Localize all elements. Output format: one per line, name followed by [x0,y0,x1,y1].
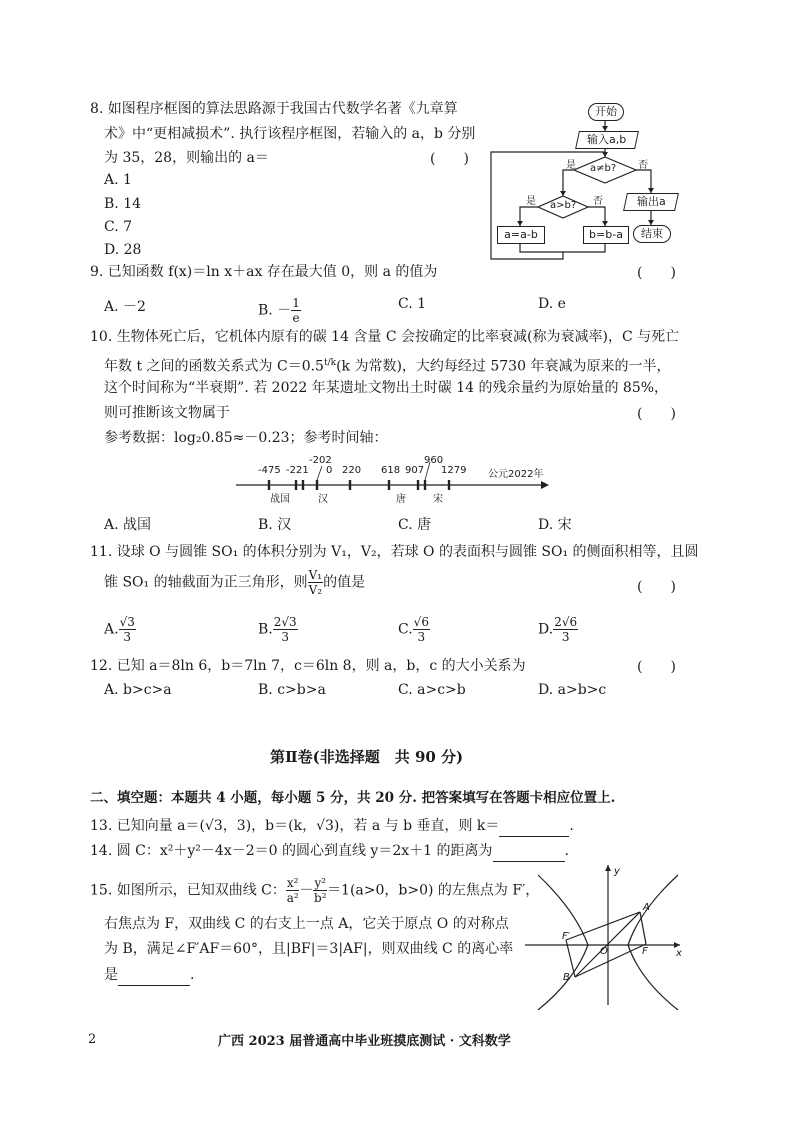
q9-option-b-fraction [291,296,301,325]
q12-option-a: A. b>c>a [104,682,172,698]
q10-line1: 10. 生物体死亡后，它机体内原有的碳 14 含量 C 会按确定的比率衰减(称为衰减率)，C 与死亡 [90,329,680,345]
q12-option-b: B. c>b>a [258,682,326,698]
q13-text: 13. 已知向量 a＝(√3，3)，b＝(k，√3)，若 a 与 b 垂直，则 k＝ [90,818,500,834]
flowchart-lines [0,0,794,300]
q15-line3: 为 B，满足∠F′AF＝60°，且|BF|＝3|AF|，则双曲线 C 的离心率 [104,941,514,957]
footer-title: 广西 2023 届普通高中毕业班摸底测试 · 文科数学 [218,1034,511,1049]
q15-end: . [190,967,195,983]
q9-option-a: A. －2 [104,299,146,315]
q15-line2: 右焦点为 F，双曲线 C 的右支上一点 A，它关于原点 O 的对称点 [104,916,509,932]
q15-line1-a: 15. 如图所示，已知双曲线 C： [90,882,286,899]
q11-option-c-fraction [413,615,430,644]
flowchart-no-2: 否 [593,196,603,207]
q12-stem: 12. 已知 a＝8ln 6，b＝7ln 7，c＝6ln 8，则 a，b，c 的大小关系为 [90,658,526,674]
q10-option-c: C. 唐 [398,517,432,533]
q11-line1: 11. 设球 O 与圆锥 SO₁ 的体积分别为 V₁，V₂，若球 O 的表面积与圆锥 SO₁ 的侧面积相等，且圆 [90,544,699,560]
q8-option-a: A. 1 [104,172,132,188]
flowchart-yes-2: 是 [526,196,536,207]
q11-option-d-prefix: D. [538,621,554,638]
flowchart-assign-a: a=a-b [497,226,545,244]
q14-end: . [564,843,569,859]
q15-line1 [90,876,539,905]
q9-option-d: D. e [538,296,566,312]
q10-line2-formula: 年数 t 之间的函数关系式为 C＝0.5 [104,358,324,375]
q10-answer-paren: ( ) [637,406,676,422]
q15-figure-point-b: B [563,972,570,983]
q10-line2-exponent: t/k [323,358,337,368]
q9-answer-paren: ( ) [637,265,676,281]
q11-option-c-num: √6 [413,615,429,629]
q15-line4 [104,965,194,986]
timeline-dynasty-han: 汉 [318,494,328,505]
flowchart-no-1: 否 [638,160,648,171]
q14-answer-blank[interactable] [493,841,565,862]
q10-reference: 参考数据：log₂0.85≈－0.23；参考时间轴： [104,430,388,446]
timeline-year-220: 220 [342,465,362,476]
q11-line2 [104,568,365,597]
q9-option-b-den: e [292,311,300,325]
q14-text: 14. 圆 C：x²＋y²－4x－2＝0 的圆心到直线 y＝2x＋1 的距离为 [90,843,493,859]
flowchart-cond1: a≠b? [590,163,617,174]
flowchart-yes-1: 是 [566,160,576,171]
q13-answer-blank[interactable] [499,816,569,837]
q8-line1: 8. 如图程序框图的算法思路源于我国古代数学名著《九章算 [90,101,458,117]
flowchart-output-label: 输出a [636,195,666,208]
timeline-year-907: 907 [405,465,425,476]
q11-option-b-prefix: B. [258,621,273,638]
q15-figure-point-f: F [642,946,648,957]
q15-line4-text: 是 [104,967,118,983]
flowchart-output [623,193,679,211]
q15-figure-origin: O [600,946,608,957]
q11-option-d-den: 3 [561,630,570,644]
q9-option-b-prefix: B. － [258,302,292,319]
q11-option-b-num: 2√3 [273,615,297,629]
q13-end: . [569,818,574,834]
timeline-year-neg475: -475 [258,465,281,476]
q8-line3: 为 35，28，则输出的 a＝ [104,150,269,166]
q10-line2 [104,353,670,377]
q10-line4: 则可推断该文物属于 [104,405,230,421]
q11-answer-paren: ( ) [637,579,676,595]
q10-option-b: B. 汉 [258,517,292,533]
q14-stem [90,841,569,862]
q11-option-a [104,615,136,644]
q15-minus: － [299,882,314,899]
q15-fraction-y [313,876,327,905]
q11-ratio-num: V₁ [308,568,323,582]
q9-option-c: C. 1 [398,296,427,312]
q15-figure-point-a: A [643,902,650,913]
q9-stem: 9. 已知函数 f(x)＝ln x＋ax 存在最大值 0，则 a 的值为 [90,264,438,280]
q8-line2: 术》中“更相减损术”. 执行该程序框图，若输入的 a，b 分别 [104,126,476,142]
q8-option-b: B. 14 [104,196,142,212]
flowchart-cond2: a>b? [550,200,577,211]
q11-option-a-fraction [119,615,136,644]
q11-option-c [398,615,430,644]
timeline-dynasty-song: 宋 [433,494,443,505]
q9-option-b-num: 1 [292,296,300,310]
part2-section-instructions: 二、填空题：本题共 4 小题，每小题 5 分，共 20 分. 把答案填写在答题卡相应位置上. [90,790,616,806]
q15-figure-x-label: x [676,948,682,959]
q12-answer-paren: ( ) [637,659,676,675]
timeline-end-label: 公元2022年 [488,469,544,480]
q13-stem [90,816,574,837]
q11-option-a-num: √3 [119,615,135,629]
flowchart-assign-b: b=b-a [583,226,629,244]
q8-answer-paren: ( ) [430,151,469,167]
timeline-year-neg202: -202 [309,455,332,466]
q15-line1-b: ＝1(a>0，b>0) 的左焦点为 F′， [327,882,540,899]
timeline-year-1279: 1279 [441,465,467,476]
timeline-dynasty-tang: 唐 [396,494,406,505]
flowchart-start: 开始 [588,103,624,121]
q15-fraction-x-den: a² [286,891,299,905]
timeline-year-neg221: -221 [286,465,309,476]
q15-fraction-x-num: x² [286,876,299,890]
q9-option-b [258,296,301,325]
part2-title: 第Ⅱ卷(非选择题 共 90 分) [270,748,464,766]
q8-option-c: C. 7 [104,219,133,235]
q11-option-c-prefix: C. [398,621,413,638]
page-number: 2 [88,1032,97,1047]
q10-line3: 这个时间称为“半衰期”. 若 2022 年某遗址文物出土时碳 14 的残余量约为原始量的 85%， [104,380,669,396]
q12-option-c: C. a>c>b [398,682,466,698]
q11-option-c-den: 3 [417,630,426,644]
q15-fraction-y-den: b² [314,891,327,905]
q10-option-d: D. 宋 [538,517,572,533]
q12-option-d: D. a>b>c [538,682,607,698]
q11-option-d-num: 2√6 [554,615,578,629]
q15-figure-y-label: y [614,866,620,877]
q10-line2-rest: (k 为常数)，大约每经过 5730 年衰减为原来的一半， [336,358,671,375]
q11-option-d-fraction [553,615,578,644]
flowchart-input-label: 输入a,b [587,133,627,146]
q11-option-a-den: 3 [123,630,132,644]
timeline-dynasty-zhanguo: 战国 [270,494,290,505]
q11-line2-a: 锥 SO₁ 的轴截面为正三角形，则 [104,574,308,591]
q11-option-a-prefix: A. [104,621,119,638]
timeline-year-960: 960 [424,455,444,466]
q11-ratio-fraction [308,568,323,597]
q15-figure-drawing [520,860,690,1010]
q15-answer-blank[interactable] [118,965,190,986]
q11-ratio-den: V₂ [308,583,323,597]
timeline-year-618: 618 [381,465,401,476]
q11-option-b [258,615,298,644]
q15-fraction-y-num: y² [314,876,327,890]
q11-line2-b: 的值是 [323,574,366,591]
q10-option-a: A. 战国 [104,517,152,533]
q15-fraction-x [286,876,300,905]
flowchart-input [575,131,639,149]
q11-option-b-den: 3 [281,630,290,644]
timeline-year-0: 0 [326,465,333,476]
q8-option-d: D. 28 [104,242,142,258]
q11-option-d [538,615,578,644]
q11-option-b-fraction [273,615,298,644]
flowchart-end: 结束 [633,225,671,243]
q15-figure-point-f-prime: F′ [562,931,571,942]
